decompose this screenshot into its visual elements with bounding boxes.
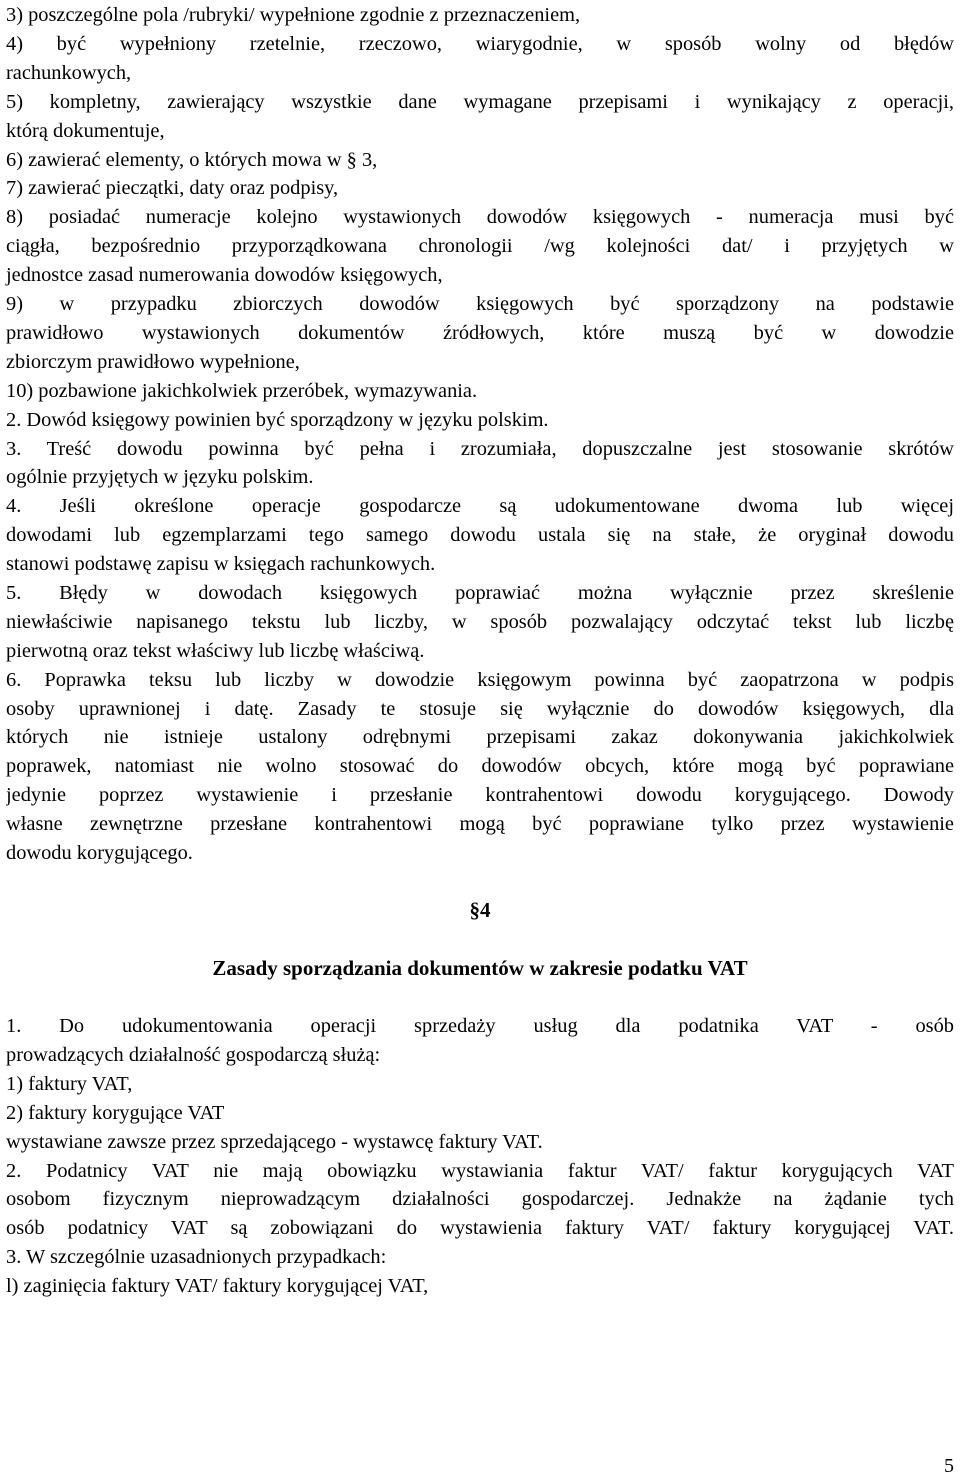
text-line: zbiorczym prawidłowo wypełnione, [6, 350, 300, 373]
text-line: ciągła, bezpośrednio przyporządkowana chronologii /wg kolejności dat/ i przyjętych w [6, 235, 954, 258]
text-line: dowodami lub egzemplarzami tego samego dowodu ustala się na stałe, że oryginał dowodu [6, 524, 954, 547]
text-line: dowodu korygującego. [6, 842, 193, 865]
text-line: 4. Jeśli określone operacje gospodarcze są udokumentowane dwoma lub więcej [6, 495, 954, 518]
text-line: 3. Treść dowodu powinna być pełna i zrozumiała, dopuszczalne jest stosowanie skrótów [6, 437, 954, 460]
text-line: stanowi podstawę zapisu w księgach rachunkowych. [6, 553, 436, 576]
text-line: osoby uprawnionej i datę. Zasady te stosuje się wyłącznie do dowodów księgowych, dla [6, 697, 954, 720]
text-line: prowadzących działalność gospodarczą służą: [6, 1043, 381, 1066]
text-line: których nie istnieje ustalony odrębnymi przepisami zakaz dokonywania jakichkolwiek [6, 726, 954, 749]
text-line: 2. Dowód księgowy powinien być sporządzony w języku polskim. [6, 408, 549, 431]
text-line: 1. Do udokumentowania operacji sprzedaży usług dla podatnika VAT - osób [6, 1015, 954, 1037]
text-line: wystawiane zawsze przez sprzedającego - wystawcę faktury VAT. [6, 1130, 543, 1153]
text-line: 5) kompletny, zawierający wszystkie dane wymagane przepisami i wynikający z operacji, [6, 90, 954, 113]
text-line: jednostce zasad numerowania dowodów księgowych, [6, 264, 443, 287]
text-line: niewłaściwie napisanego tekstu lub liczby, w sposób pozwalający odczytać tekst lub liczbę [6, 610, 954, 633]
text-line: 10) pozbawione jakichkolwiek przeróbek, wymazywania. [6, 379, 478, 402]
page-number: 5 [944, 1455, 954, 1477]
text-line: 1) faktury VAT, [6, 1072, 133, 1095]
text-line: 6. Poprawka teksu lub liczby w dowodzie księgowym powinna być zaopatrzona w podpis [6, 668, 954, 691]
text-line: własne zewnętrzne przesłane kontrahentowi mogą być poprawiane tylko przez wystawienie [6, 813, 954, 836]
text-line: 4) być wypełniony rzetelnie, rzeczowo, wiarygodnie, w sposób wolny od błędów [6, 32, 954, 55]
text-line: 2) faktury korygujące VAT [6, 1101, 225, 1124]
text-line: osobom fizycznym nieprowadzącym działalności gospodarczej. Jednakże na żądanie tych [6, 1188, 954, 1211]
text-line: osób podatnicy VAT są zobowiązani do wystawienia faktury VAT/ faktury korygującej VAT. [6, 1217, 954, 1240]
text-line: pierwotną oraz tekst właściwy lub liczbę właściwą. [6, 639, 425, 662]
text-line: 9) w przypadku zbiorczych dowodów księgowych być sporządzony na podstawie [6, 293, 954, 315]
lower-text-block [6, 1012, 954, 1301]
text-line: 2. Podatnicy VAT nie mają obowiązku wystawiania faktur VAT/ faktur korygujących VAT [6, 1159, 954, 1182]
upper-text-block [6, 1, 954, 868]
text-line: 7) zawierać pieczątki, daty oraz podpisy, [6, 177, 339, 200]
text-line: 3) poszczególne pola /rubryki/ wypełnione zgodnie z przeznaczeniem, [6, 4, 581, 26]
text-line: jedynie poprzez wystawienie i przesłanie kontrahentowi dowodu korygującego. Dowody [6, 784, 954, 807]
text-line: 5. Błędy w dowodach księgowych poprawiać można wyłącznie przez skreślenie [6, 581, 954, 604]
text-line: prawidłowo wystawionych dokumentów źródłowych, które muszą być w dowodzie [6, 321, 954, 344]
section-mark: §4 [469, 898, 491, 922]
text-line: 8) posiadać numeracje kolejno wystawionych dowodów księgowych - numeracja musi być [6, 206, 954, 229]
section-title: Zasady sporządzania dokumentów w zakresie podatku VAT [212, 956, 748, 980]
text-line: l) zaginięcia faktury VAT/ faktury korygującej VAT, [6, 1275, 429, 1298]
text-line: poprawek, natomiast nie wolno stosować do dowodów obcych, które mogą być poprawiane [6, 755, 954, 778]
text-line: 3. W szczególnie uzasadnionych przypadkach: [6, 1246, 387, 1269]
text-line: 6) zawierać elementy, o których mowa w § 3, [6, 148, 378, 171]
text-line: ogólnie przyjętych w języku polskim. [6, 466, 314, 489]
text-line: rachunkowych, [6, 61, 132, 84]
text-line: którą dokumentuje, [6, 119, 165, 142]
